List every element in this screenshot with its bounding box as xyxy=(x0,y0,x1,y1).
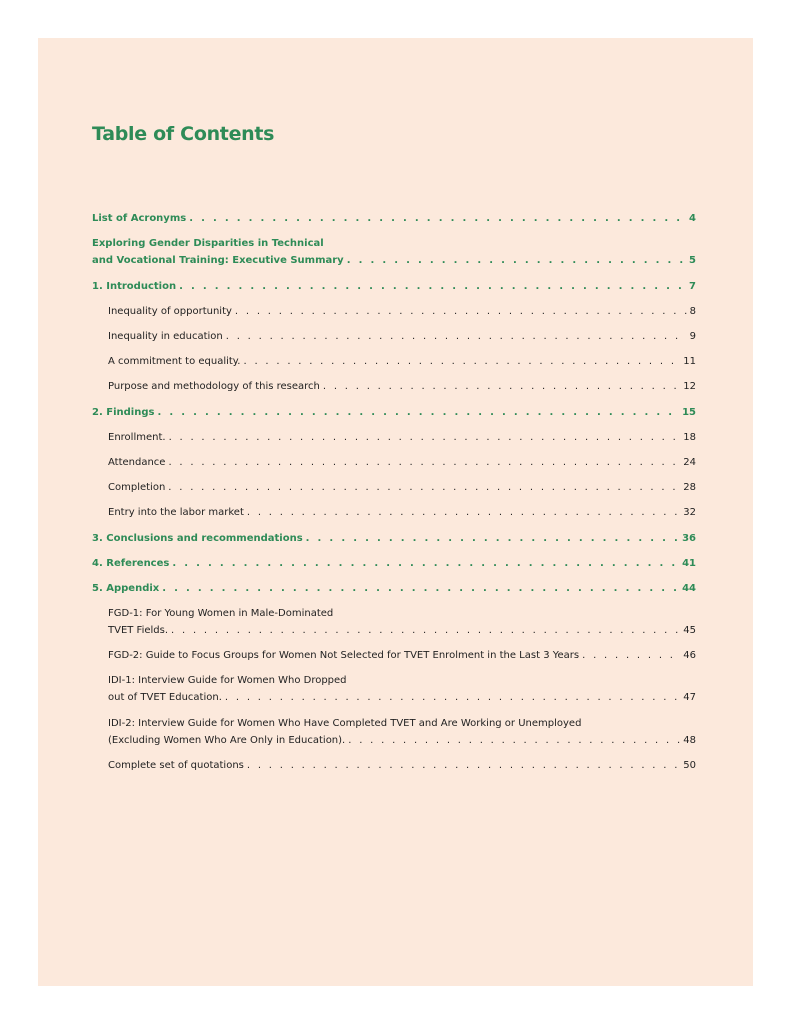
toc-page: 11 xyxy=(683,356,696,367)
toc-page: 46 xyxy=(683,650,696,661)
toc-entry-purpose-and-methodology[interactable] xyxy=(108,378,696,395)
toc-entry-conclusions[interactable] xyxy=(92,530,696,547)
toc-page: 7 xyxy=(689,281,696,292)
toc-entry-commitment-to-equality[interactable] xyxy=(108,353,696,370)
leader-dots xyxy=(225,689,680,706)
toc-label: Purpose and methodology of this research xyxy=(108,381,320,392)
toc-label: and Vocational Training: Executive Summary xyxy=(92,255,344,266)
toc-label: out of TVET Education. xyxy=(108,692,222,703)
toc-page: 4 xyxy=(689,213,696,224)
toc-label: 2. Findings xyxy=(92,407,155,418)
toc-page: 28 xyxy=(683,482,696,493)
toc-entry-fgd-1[interactable] xyxy=(108,605,696,639)
toc-entry-appendix[interactable] xyxy=(92,580,696,597)
toc-label: Inequality in education xyxy=(108,331,223,342)
toc-page: 41 xyxy=(682,558,696,569)
leader-dots xyxy=(348,732,680,749)
toc-entry-inequality-in-education[interactable] xyxy=(108,328,696,345)
toc-entry-inequality-of-opportunity[interactable] xyxy=(108,303,696,320)
toc-label-line1: Exploring Gender Disparities in Technical xyxy=(92,238,324,249)
leader-dots xyxy=(168,454,680,471)
toc-label: 4. References xyxy=(92,558,170,569)
toc-page: 45 xyxy=(683,625,696,636)
toc-entry-fgd-2[interactable] xyxy=(108,647,696,664)
toc-label: (Excluding Women Who Are Only in Education). xyxy=(108,735,346,746)
leader-dots xyxy=(243,353,680,370)
toc-page: 36 xyxy=(682,533,696,544)
toc-entry-enrollment[interactable] xyxy=(108,429,696,446)
toc-page: 44 xyxy=(682,583,696,594)
toc-page: 18 xyxy=(683,432,696,443)
toc-label: 1. Introduction xyxy=(92,281,177,292)
toc-label: A commitment to equality. xyxy=(108,356,241,367)
toc-entry-completion[interactable] xyxy=(108,479,696,496)
toc-page: 47 xyxy=(683,692,696,703)
toc-label: 5. Appendix xyxy=(92,583,160,594)
toc-entry-introduction[interactable] xyxy=(92,278,696,295)
toc-entry-findings[interactable] xyxy=(92,404,696,421)
leader-dots xyxy=(306,530,679,547)
leader-dots xyxy=(179,278,686,295)
toc-page: 8 xyxy=(689,306,696,317)
toc-page: 12 xyxy=(683,381,696,392)
toc-page: 5 xyxy=(689,255,696,266)
toc-entry-list-of-acronyms[interactable] xyxy=(92,210,696,227)
toc-label: FGD-2: Guide to Focus Groups for Women Not Selected for TVET Enrolment in the Last 3 Years xyxy=(108,650,580,661)
toc-entry-idi-2[interactable] xyxy=(108,715,696,749)
toc-entry-labor-market[interactable] xyxy=(108,504,696,521)
toc-label-line1: IDI-2: Interview Guide for Women Who Have Completed TVET and Are Working or Unemployed xyxy=(108,718,582,729)
toc-page: 15 xyxy=(682,407,696,418)
leader-dots xyxy=(171,622,680,639)
toc-label: Entry into the labor market xyxy=(108,507,244,518)
leader-dots xyxy=(582,647,680,664)
toc-label: Attendance xyxy=(108,457,166,468)
toc-label: List of Acronyms xyxy=(92,213,187,224)
toc-entry-quotations[interactable] xyxy=(108,757,696,774)
toc-label: Completion xyxy=(108,482,166,493)
toc-entry-references[interactable] xyxy=(92,555,696,572)
leader-dots xyxy=(168,479,680,496)
leader-dots xyxy=(169,429,681,446)
leader-dots xyxy=(162,580,679,597)
toc-entry-attendance[interactable] xyxy=(108,454,696,471)
leader-dots xyxy=(172,555,679,572)
toc-label: Complete set of quotations xyxy=(108,760,244,771)
leader-dots xyxy=(189,210,686,227)
page-title: Table of Contents xyxy=(92,123,275,145)
toc-label: Enrollment. xyxy=(108,432,166,443)
leader-dots xyxy=(247,757,680,774)
toc-page: 24 xyxy=(683,457,696,468)
toc-page: 50 xyxy=(683,760,696,771)
leader-dots xyxy=(157,404,679,421)
leader-dots xyxy=(347,252,686,269)
toc-page: 48 xyxy=(683,735,696,746)
leader-dots xyxy=(247,504,680,521)
toc-label: Inequality of opportunity xyxy=(108,306,232,317)
leader-dots xyxy=(226,328,687,345)
toc-page: 9 xyxy=(689,331,696,342)
leader-dots xyxy=(235,303,687,320)
toc-page: 32 xyxy=(683,507,696,518)
toc-entry-idi-1[interactable] xyxy=(108,672,696,706)
toc-label-line1: IDI-1: Interview Guide for Women Who Dropped xyxy=(108,675,347,686)
toc-entry-executive-summary[interactable] xyxy=(92,235,696,269)
toc-label: TVET Fields. xyxy=(108,625,169,636)
toc-label: 3. Conclusions and recommendations xyxy=(92,533,303,544)
leader-dots xyxy=(323,378,680,395)
toc-label-line1: FGD-1: For Young Women in Male-Dominated xyxy=(108,608,334,619)
document-page xyxy=(38,38,753,986)
